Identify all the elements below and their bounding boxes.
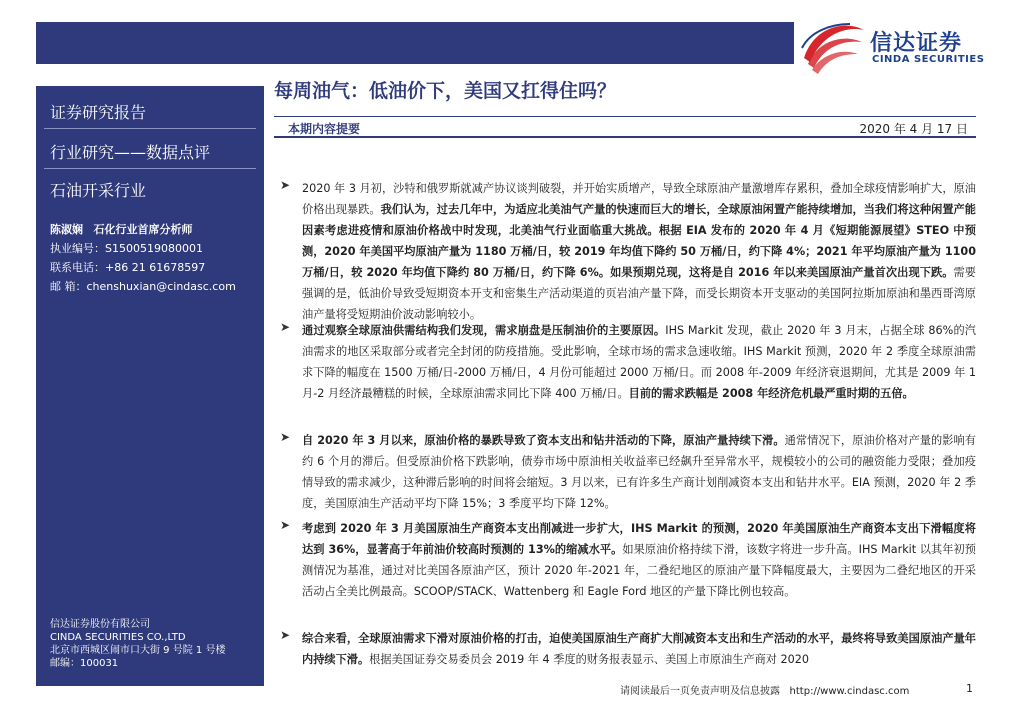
bullet-text-run-bold: 自 2020 年 3 月以来，原油价格的暴跌导致了资本支出和钻井活动的下降，原油产量持续下滑。 (302, 434, 785, 447)
footer (620, 682, 909, 697)
phone-number: +86 21 61678597 (105, 261, 206, 274)
phone-label: 联系电话： (50, 261, 105, 274)
bullet-text-run-bold: 考虑到 2020 年 3 月美国原油生产商资本支出削减进一步扩大，IHS Markit 的预测，2020 年美国原油生产商资本支出下滑幅度将达到 36%，显著高于年前油价较高时预测的 13%的缩减水平。 (302, 522, 976, 556)
bullet-text (302, 628, 976, 670)
bullet-text (302, 518, 976, 602)
company-info (50, 618, 225, 670)
bullet-text-run: 2020 年 3 月初，沙特和俄罗斯就减产协议谈判破裂，并开始实质增产，导致全球原油产量激增库存累积，叠加全球疫情影响扩大，原油价格出现暴跌。 (302, 182, 976, 216)
company-name-en: CINDA SECURITIES CO.,LTD (50, 632, 186, 643)
bullet-text (302, 178, 976, 325)
arrow-right-icon: ➤ (280, 628, 291, 642)
report-date: 2020 年 4 月 17 日 (859, 122, 968, 136)
report-type: 证券研究报告 (50, 103, 147, 122)
arrow-right-icon: ➤ (280, 430, 291, 444)
summary-label: 本期内容提要 (288, 122, 361, 136)
header-band (36, 22, 794, 64)
bullet-text-run: IHS Markit 发现，截止 2020 年 3 月末，占据全球 86%的汽油需求的地区采取部分或者完全封闭的防疫措施。受此影响，全球市场的需求急速收缩。IHS Markit 预测，2020 年 2 季度全球原油需求下降的幅度在 1500 万桶/日-2000 万桶/日，4 月份可能超过 2000 万桶/日。而 2008 年-2009 年经济衰退期间，尤其是 2009 年 1 月-2 月经济最糟糕的时候，全球原油需求同比下降 400 万桶/日。 (302, 324, 976, 400)
bullet-text-run-bold: 目前的需求跌幅是 2008 年经济危机最严重时期的五倍。 (628, 387, 914, 400)
arrow-right-icon: ➤ (280, 518, 291, 532)
bullet-text-run: 根据美国证券交易委员会 2019 年 4 季度的财务报表显示、美国上市原油生产商对 2020 (369, 653, 809, 666)
sector-name: 石油开采行业 (50, 181, 147, 200)
postcode: 100031 (80, 658, 119, 669)
cinda-logo (800, 18, 1000, 74)
sidebar-divider (44, 128, 256, 129)
cinda-swoosh-icon (800, 18, 868, 74)
bullet-text-run: 如果原油价格持续下滑，该数字将进一步升高。IHS Markit 以其年初预测情况为基准，通过对比美国各原油产区，预计 2020 年-2021 年，二叠纪地区的原油产量下降幅度最大，主要因为二叠纪地区的开采活动占全美比例最高。SCOOP/STACK、Wattenberg 和 Eagle Ford 地区的产量下降比例也较高。 (302, 543, 976, 598)
bullet-text-run: 通常情况下，原油价格对产量的影响有约 6 个月的滞后。但受原油价格下跌影响，债券市场中原油相关收益率已经飙升至异常水平，规模较小的公司的融资能力受限；叠加疫情导致的需求减少，这种滞后影响的时间将会缩短。3 月以来，已有许多生产商计划削减资本支出和钻井水平。EIA 预测，2020 年 2 季度，美国原油生产活动平均下降 15%；3 季度平均下降 12%。 (302, 434, 976, 510)
bullet-text-run-bold: 通过观察全球原油供需结构我们发现，需求崩盘是压制油价的主要原因。 (302, 324, 666, 337)
website-link[interactable]: http://www.cindasc.com (789, 686, 910, 697)
page-number: 1 (966, 682, 973, 695)
cert-number: S1500519080001 (105, 242, 203, 255)
email-link[interactable]: chenshuxian@cindasc.com (86, 280, 236, 293)
cert-label: 执业编号： (50, 242, 105, 255)
arrow-right-icon: ➤ (280, 320, 291, 334)
sidebar (36, 86, 264, 686)
summary-bar (274, 116, 976, 138)
industry-research: 行业研究——数据点评 (50, 143, 211, 162)
company-name-cn: 信达证券股份有限公司 (50, 619, 150, 630)
brand-name-en: CINDA SECURITIES (872, 54, 985, 65)
disclaimer-text: 请阅读最后一页免责声明及信息披露 (620, 686, 780, 697)
bullet-text-run-bold: 综合来看，全球原油需求下滑对原油价格的打击，迫使美国原油生产商扩大削减资本支出和生产活动的水平，最终将导致美国原油产量年内持续下滑。 (302, 632, 976, 666)
brand-name-cn: 信达证券 (870, 31, 963, 56)
bullet-text-run: 需要强调的是，低油价导致受短期资本开支和密集生产活动渠道的页岩油产量下降，而受长期资本开支驱动的美国阿拉斯加原油和墨西哥湾原油产量将受短期油价波动影响较小。 (302, 266, 976, 321)
postcode-label: 邮编： (50, 658, 80, 669)
analyst-title: 石化行业首席分析师 (93, 223, 193, 236)
bullet-text-run-bold: 我们认为，过去几年中，为适应北美油气产量的快速而巨大的增长，全球原油闲置产能持续增加，当我们将这种闲置产能因素考虑进疫情和原油价格战中时发现，北美油气行业面临重大挑战。根据 EIA 发布的 2020 年 4 月《短期能源展望》STEO 中预测，2020 年美国平均原油产量为 1180 万桶/日，较 2019 年均值下降约 50 万桶/日，约下降 4%；2021 年平均原油产量为 1100 万桶/日，较 2020 年均值下降约 80 万桶/日，约下降 6%。如果预期兑现，这将是自 2016 年以来美国原油产量首次出现下跌。 (302, 203, 976, 279)
company-address: 北京市西城区闹市口大街 9 号院 1 号楼 (50, 645, 226, 656)
sidebar-divider (44, 168, 256, 169)
report-title: 每周油气：低油价下，美国又扛得住吗？ (274, 80, 617, 102)
bullet-text (302, 320, 976, 404)
arrow-right-icon: ➤ (280, 178, 291, 192)
email-label: 邮 箱： (50, 280, 87, 293)
bullet-text (302, 430, 976, 514)
analyst-info (50, 220, 236, 296)
analyst-name: 陈淑娴 (50, 223, 83, 236)
